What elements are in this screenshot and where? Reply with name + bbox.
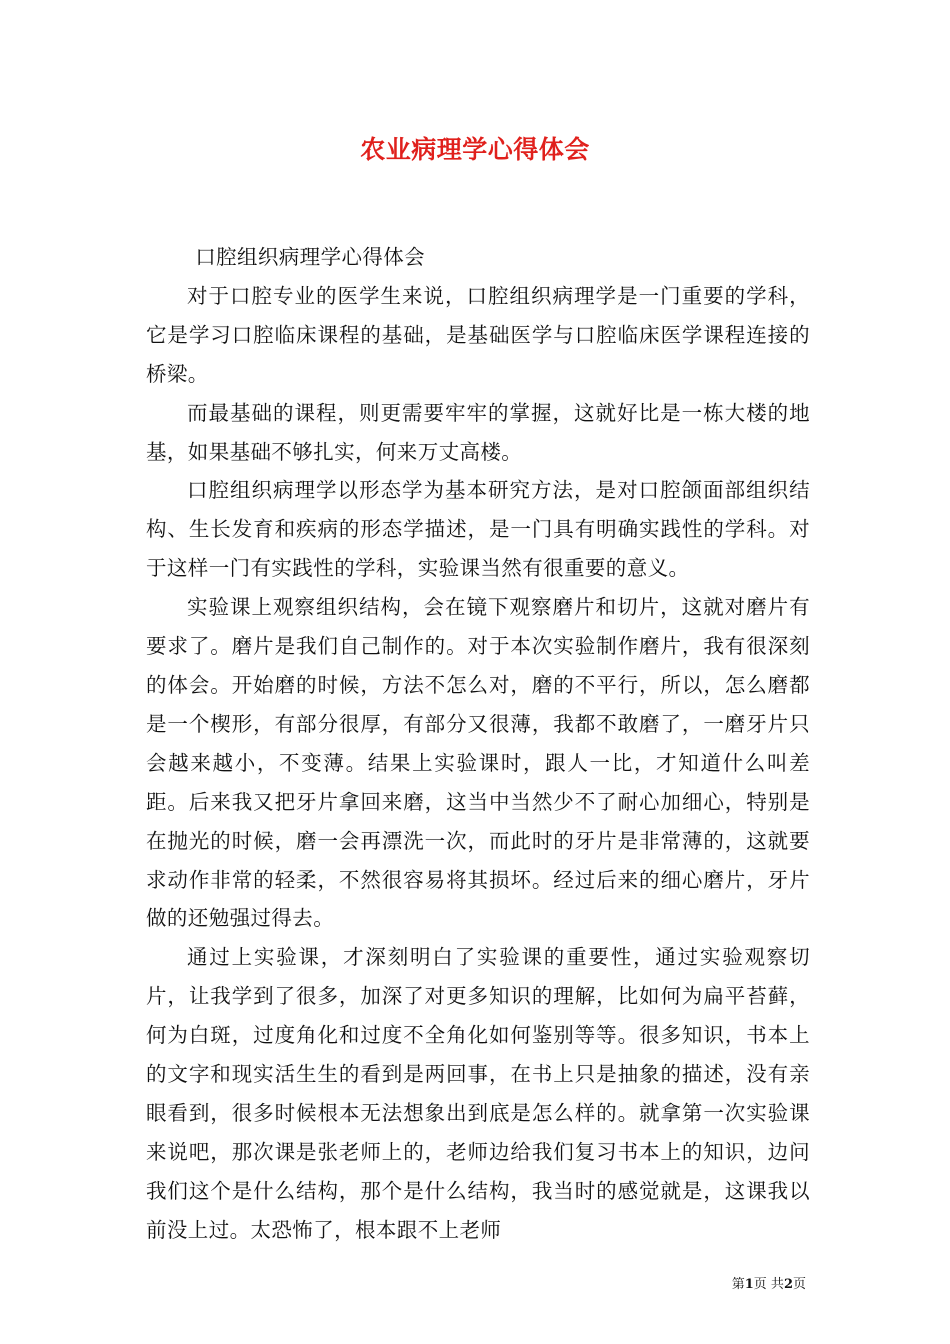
paragraph: 口腔组织病理学以形态学为基本研究方法，是对口腔颌面部组织结构、生长发育和疾病的形态学描述，是一门具有明确实践性的学科。对于这样一门有实践性的学科，实验课当然有很重要的意义。: [146, 478, 810, 581]
paragraph: 对于口腔专业的医学生来说，口腔组织病理学是一门重要的学科，它是学习口腔临床课程的基础，是基础医学与口腔临床医学课程连接的桥梁。: [146, 283, 810, 386]
paragraph: 实验课上观察组织结构，会在镜下观察磨片和切片，这就对磨片有要求了。磨片是我们自己制作的。对于本次实验制作磨片，我有很深刻的体会。开始磨的时候，方法不怎么对，磨的不平行，所以，怎么磨都是一个楔形，有部分很厚，有部分又很薄，我都不敢磨了，一磨牙片只会越来越小，不变薄。结果上实验课时，跟人一比，才知道什么叫差距。后来我又把牙片拿回来磨，这当中当然少不了耐心加细心，特别是在抛光的时候，磨一会再漂洗一次，而此时的牙片是非常薄的，这就要求动作非常的轻柔，不然很容易将其损坏。经过后来的细心磨片，牙片做的还勉强过得去。: [146, 595, 810, 931]
total-pages-number: 2: [783, 1277, 793, 1292]
page-footer: [732, 1276, 806, 1294]
document-subtitle: 口腔组织病理学心得体会: [195, 245, 426, 269]
footer-prefix: 第: [731, 1277, 745, 1292]
paragraph: 通过上实验课，才深刻明白了实验课的重要性，通过实验观察切片，让我学到了很多，加深了对更多知识的理解，比如何为扁平苔藓，何为白斑，过度角化和过度不全角化如何鉴别等等。很多知识，书本上的文字和现实活生生的看到是两回事，在书上只是抽象的描述，没有亲眼看到，很多时候根本无法想象出到底是怎么样的。就拿第一次实验课来说吧，那次课是张老师上的，老师边给我们复习书本上的知识，边问我们这个是什么结构，那个是什么结构，我当时的感觉就是，这课我以前没上过。太恐怖了，根本跟不上老师: [146, 945, 810, 1242]
current-page-number: 1: [744, 1277, 754, 1292]
footer-middle: 页 共: [753, 1277, 784, 1292]
paragraph: 而最基础的课程，则更需要牢牢的掌握，这就好比是一栋大楼的地基，如果基础不够扎实，何来万丈高楼。: [146, 400, 810, 464]
footer-suffix: 页: [792, 1277, 806, 1292]
document-body: [146, 238, 810, 1250]
document-title: 农业病理学心得体会: [360, 135, 590, 164]
